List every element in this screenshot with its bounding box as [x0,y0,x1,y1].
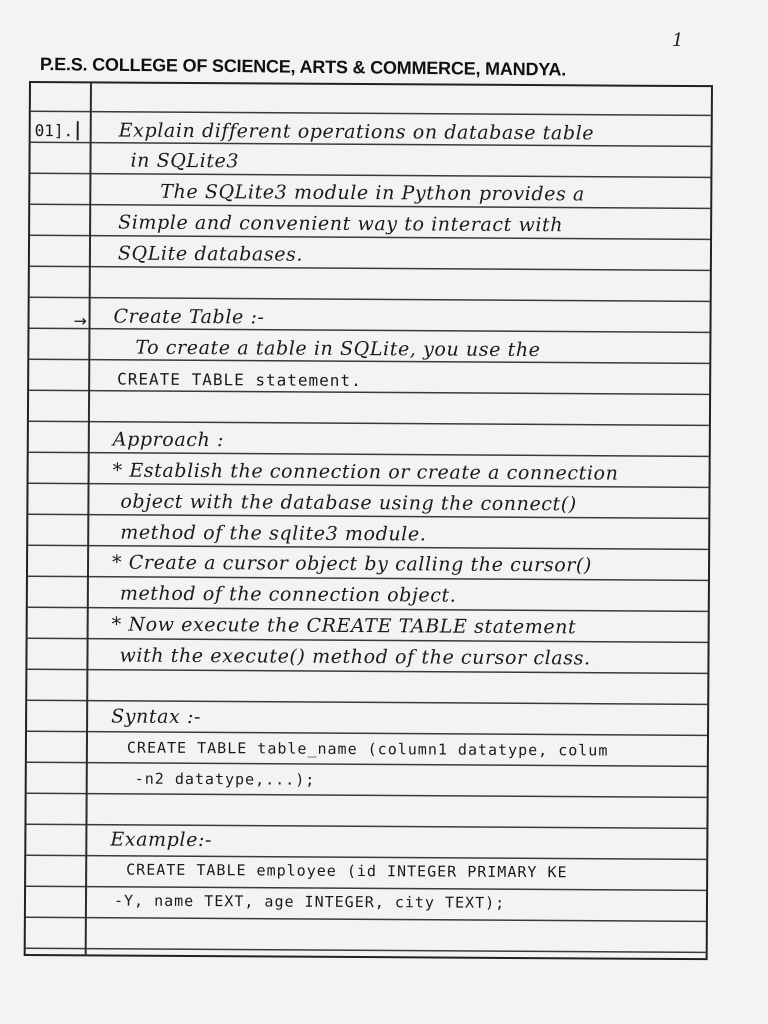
text-line: Create Table :- [113,305,265,329]
text-line: SQLite databases. [117,242,304,266]
text-line: -Y, name TEXT, age INTEGER, city TEXT); [113,891,506,912]
text-line: CREATE TABLE statement. [117,369,362,391]
text-line: -n2 datatype,...); [134,769,316,789]
text-line: * Establish the connection or create a connection [112,459,619,485]
text-line: in SQLite3 [130,149,240,173]
text-line: object with the database using the connect() [120,490,577,516]
text-line: To create a table in SQLite, you use the [135,336,541,362]
margin-line [85,83,92,954]
text-line: method of the sqlite3 module. [120,521,427,546]
text-line: method of the connection object. [119,582,457,607]
page-number: 1 [672,30,684,51]
text-line: CREATE TABLE employee (id INTEGER PRIMARY KE [126,860,568,882]
text-line: * Now execute the CREATE TABLE statement [111,613,577,639]
text-line: The SQLite3 module in Python provides a [160,180,585,206]
question-number: 01]. [35,121,79,140]
text-line: Simple and convenient way to interact with [118,211,564,237]
text-line: Approach : [112,428,225,452]
arrow-icon: → [73,311,88,331]
text-line: Example:- [110,828,213,852]
ruled-sheet [24,81,713,960]
college-header: P.E.S. COLLEGE OF SCIENCE, ARTS & COMMERCE, MANDYA. [39,54,567,80]
text-line: Explain different operations on database table [118,119,595,145]
text-line: with the execute() method of the cursor class. [119,644,591,670]
text-line: CREATE TABLE table_name (column1 datatype, colum [126,738,609,760]
text-line: Syntax :- [111,705,202,729]
text-line: * Create a cursor object by calling the cursor() [111,551,593,577]
